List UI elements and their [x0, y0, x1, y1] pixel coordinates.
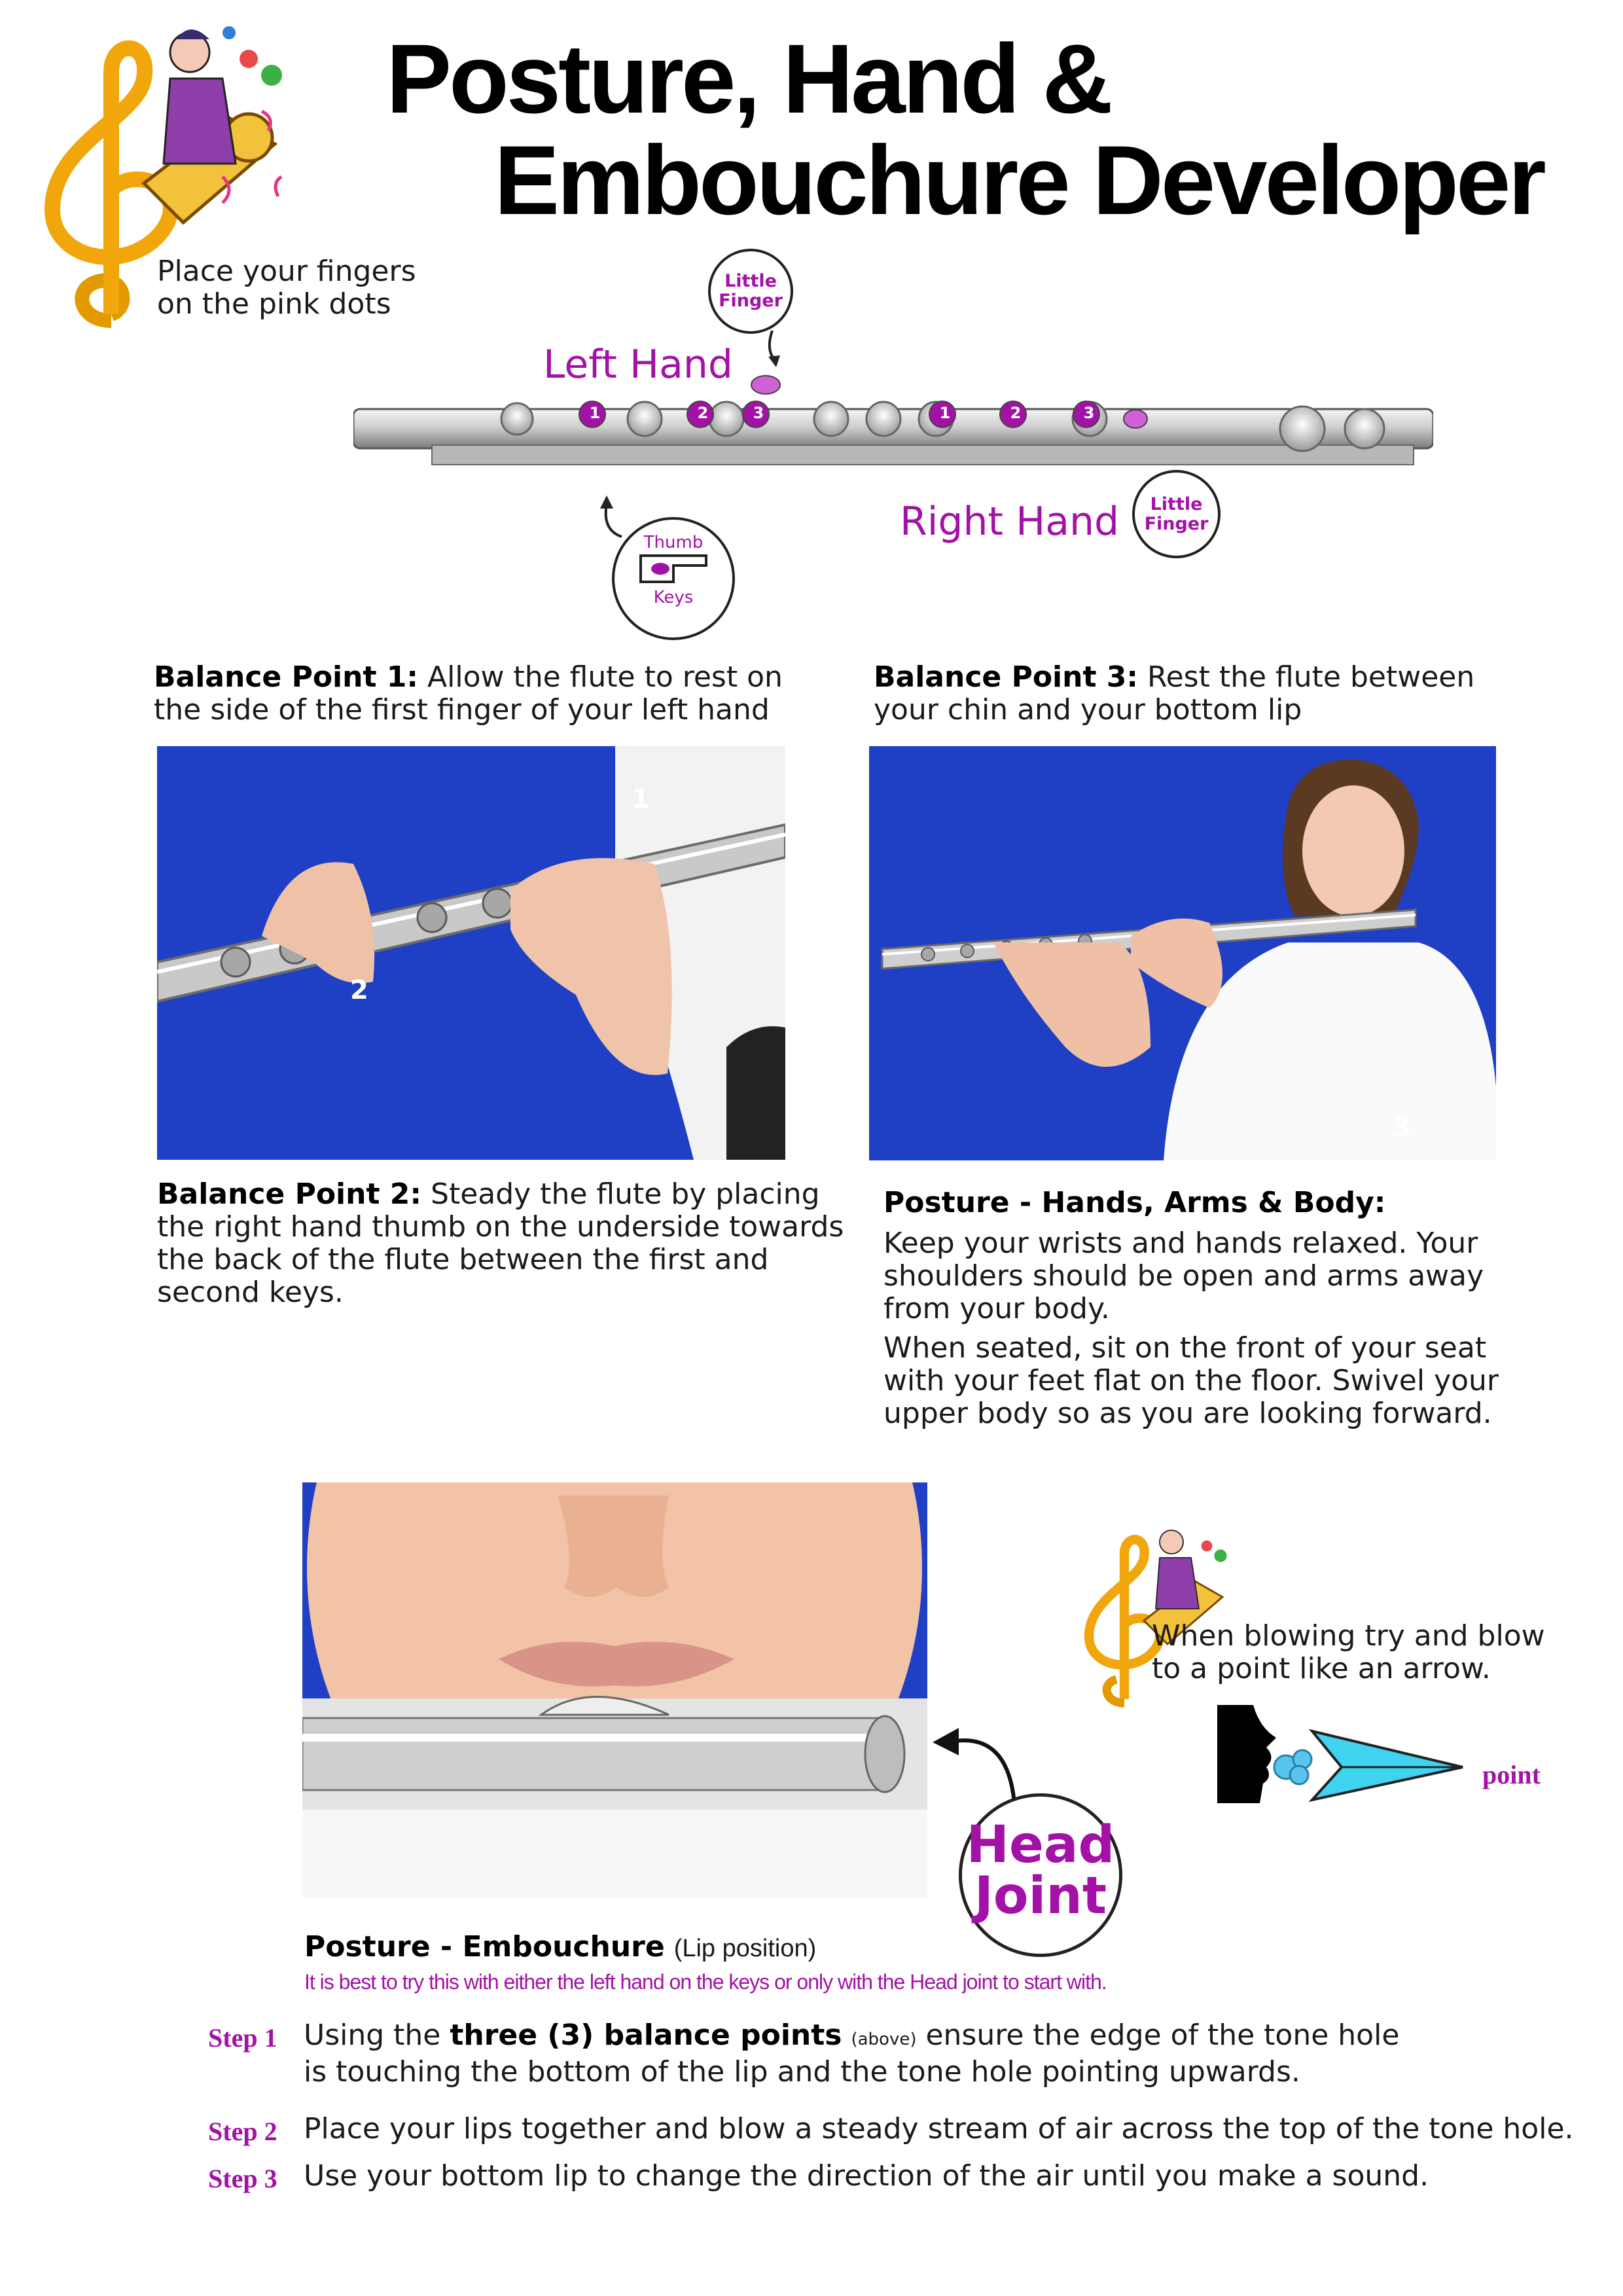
step-2-label: Step 2 [208, 2117, 277, 2146]
point-label: point [1482, 1760, 1541, 1789]
balance-point-2-text: Steady the flute by placing the right hand thumb on the underside towards the back of the flute between the first and second keys. [157, 1177, 844, 1309]
blow-to-point-illustration [1214, 1702, 1489, 1806]
head-joint-line1: Head [966, 1816, 1115, 1874]
embouchure-note: It is best to try this with either the left hand on the keys or only with the Head joint to start with. [304, 1970, 1107, 1994]
right-dot-3: 3 [1083, 404, 1095, 422]
hands-on-flute-photo [157, 746, 785, 1160]
thumb-arrow-icon [592, 494, 632, 540]
blowing-tip: When blowing try and blow to a point like an arrow. [1152, 1619, 1545, 1685]
left-dot-3: 3 [753, 404, 764, 422]
balance-point-1-text: Allow the flute to rest on the side of the first finger of your left hand [154, 660, 783, 726]
music-logo-small-icon [1063, 1518, 1240, 1715]
photo2-marker-3: 3 [1393, 1113, 1411, 1143]
posture-paragraph-2: When seated, sit on the front of your seat with your feet flat on the floor. Swivel your upper body so as you are looking forward. [883, 1331, 1499, 1430]
right-dot-1: 1 [939, 404, 951, 422]
step-1-label: Step 1 [208, 2023, 277, 2053]
photo1-marker-1: 1 [632, 784, 650, 814]
embouchure-photo [302, 1482, 927, 1898]
little-finger-arrow-icon [759, 331, 785, 370]
little-finger-top-badge [708, 249, 793, 334]
left-hand-label: Left Hand [543, 342, 733, 387]
balance-point-3-text: Rest the flute between your chin and your bottom lip [874, 660, 1475, 726]
step-3-text: Use your bottom lip to change the direction of the air until you make a sound. [304, 2159, 1429, 2193]
page-title-line1: Posture, Hand & [386, 24, 1111, 134]
little-finger-right-label: Little Finger [1144, 493, 1209, 534]
right-hand-label: Right Hand [900, 499, 1120, 545]
right-dot-2: 2 [1010, 404, 1022, 422]
flute-diagram [353, 367, 1433, 484]
posture-heading: Posture - Hands, Arms & Body: [883, 1186, 1386, 1219]
step-1-small: (above) [851, 2030, 917, 2049]
step-3-label: Step 3 [208, 2164, 277, 2193]
step-1-pre: Using the [304, 2018, 450, 2052]
embouchure-heading [304, 1931, 1286, 1965]
little-finger-right-badge [1132, 470, 1221, 558]
left-dot-1: 1 [589, 404, 601, 422]
balance-point-1-caption [154, 661, 828, 726]
page-title-line2: Embouchure Developer [494, 125, 1544, 235]
fingers-instruction: Place your fingers on the pink dots [157, 255, 416, 321]
balance-point-3-label: Balance Point 3: [874, 660, 1139, 694]
embouchure-heading-bold: Posture - Embouchure [304, 1930, 665, 1964]
playing-flute-photo [869, 746, 1496, 1160]
head-joint-line2: Joint [974, 1867, 1107, 1926]
step-2-text: Place your lips together and blow a steady stream of air across the top of the tone hole. [304, 2112, 1574, 2145]
little-finger-top-label: Little Finger [719, 271, 783, 311]
thumb-key-icon [634, 552, 713, 585]
balance-point-1-label: Balance Point 1: [154, 660, 419, 694]
posture-paragraph-1: Keep your wrists and hands relaxed. Your shoulders should be open and arms away from your body. [883, 1227, 1484, 1325]
keys-label: Keys [653, 588, 694, 607]
left-dot-2: 2 [697, 404, 709, 422]
thumb-label: Thumb [643, 533, 704, 552]
balance-point-3-caption [874, 661, 1528, 726]
step-1-post: ensure the edge of the tone hole is touching the bottom of the lip and the tone hole pointing upwards. [304, 2018, 1400, 2089]
step-1-bold: three (3) balance points [450, 2018, 842, 2052]
balance-point-2-caption [157, 1178, 844, 1309]
head-joint-arrow-icon [929, 1721, 1034, 1806]
photo1-marker-2: 2 [350, 975, 368, 1005]
step-1-text [304, 2019, 1416, 2089]
embouchure-heading-paren: (Lip position) [673, 1935, 817, 1962]
balance-point-2-label: Balance Point 2: [157, 1177, 422, 1211]
